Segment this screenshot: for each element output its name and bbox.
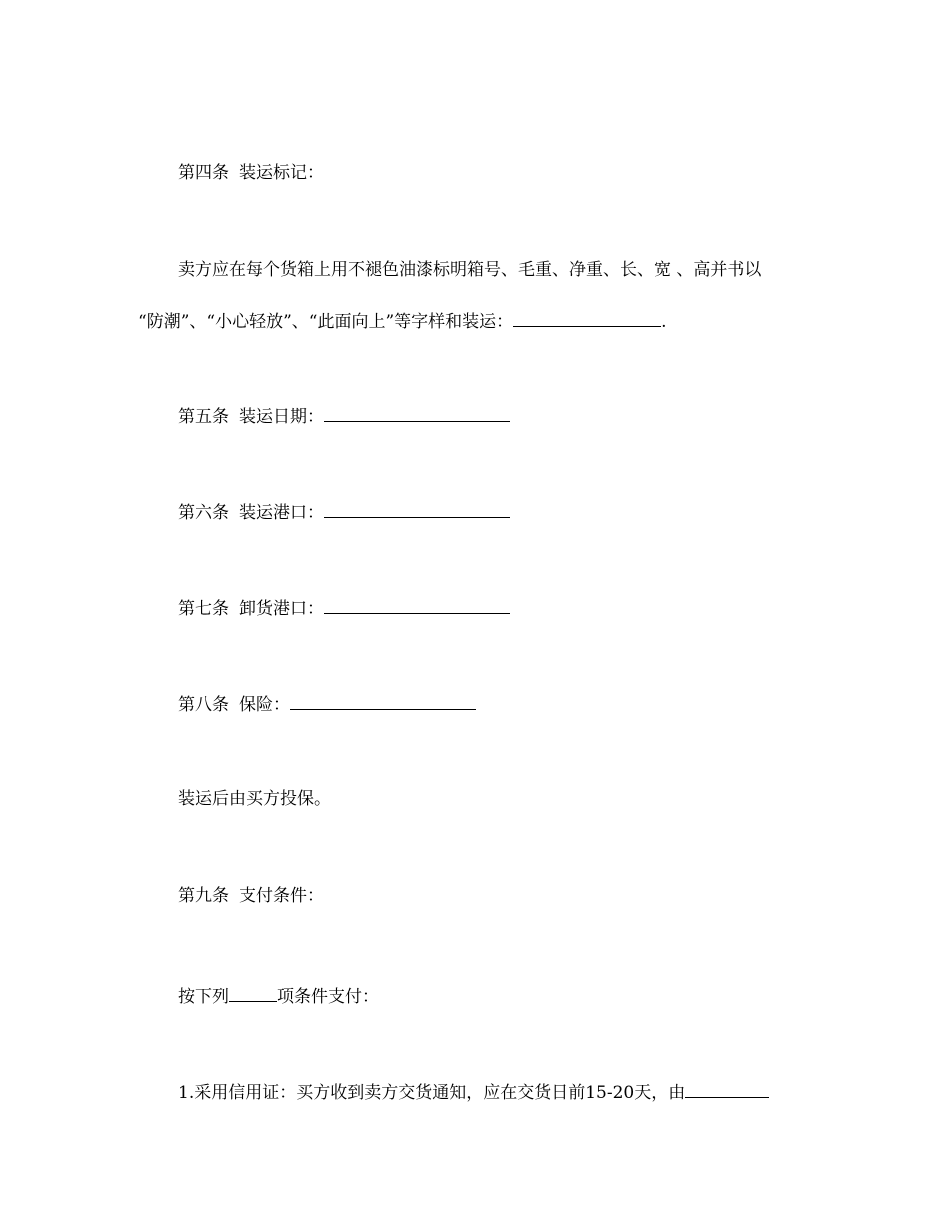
article-8-title: 保险： <box>239 695 290 715</box>
article-7-title: 卸货港口： <box>239 599 324 619</box>
article-9-body-pre: 按下列 <box>178 987 229 1007</box>
article-7-heading <box>178 595 510 621</box>
article-9-body <box>178 983 379 1009</box>
article-6-title: 装运港口： <box>239 503 324 523</box>
article-8-body: 装运后由买方投保。 <box>178 789 331 809</box>
shipping-mark-blank[interactable] <box>513 308 661 327</box>
article-4-title: 装运标记： <box>239 163 324 183</box>
article-9-heading <box>178 884 324 908</box>
article-4-heading <box>178 161 324 185</box>
article-7-number: 第七条 <box>178 599 229 619</box>
article-8-heading <box>178 691 476 717</box>
article-4-body-line-1: 卖方应在每个货箱上用不褪色油漆标明箱号、毛重、净重、长、宽 、高并书以 <box>178 260 762 280</box>
article-8-number: 第八条 <box>178 695 229 715</box>
article-4-body-text: “防潮”、“小心轻放”、“此面向上”等字样和装运： <box>138 312 514 332</box>
article-9-title: 支付条件： <box>239 886 324 906</box>
issuing-party-blank[interactable] <box>685 1079 769 1098</box>
article-5-number: 第五条 <box>178 407 229 427</box>
article-9-body-post: 项条件支付： <box>277 987 379 1007</box>
article-5-title: 装运日期： <box>239 407 324 427</box>
article-9-number: 第九条 <box>178 886 229 906</box>
article-5-heading <box>178 403 510 429</box>
insurance-blank[interactable] <box>290 691 476 710</box>
article-4-body-line-2 <box>138 308 667 334</box>
loading-port-blank[interactable] <box>324 499 510 518</box>
article-6-number: 第六条 <box>178 503 229 523</box>
payment-terms-blank[interactable] <box>229 983 277 1002</box>
item-1-letter-of-credit <box>178 1079 769 1105</box>
article-4-body-period: . <box>661 312 667 332</box>
article-4-number: 第四条 <box>178 163 229 183</box>
item-1-text: 1.采用信用证：买方收到卖方交货通知，应在交货日前15-20天，由 <box>178 1083 686 1103</box>
unloading-port-blank[interactable] <box>324 595 510 614</box>
shipping-date-blank[interactable] <box>324 403 510 422</box>
article-6-heading <box>178 499 510 525</box>
